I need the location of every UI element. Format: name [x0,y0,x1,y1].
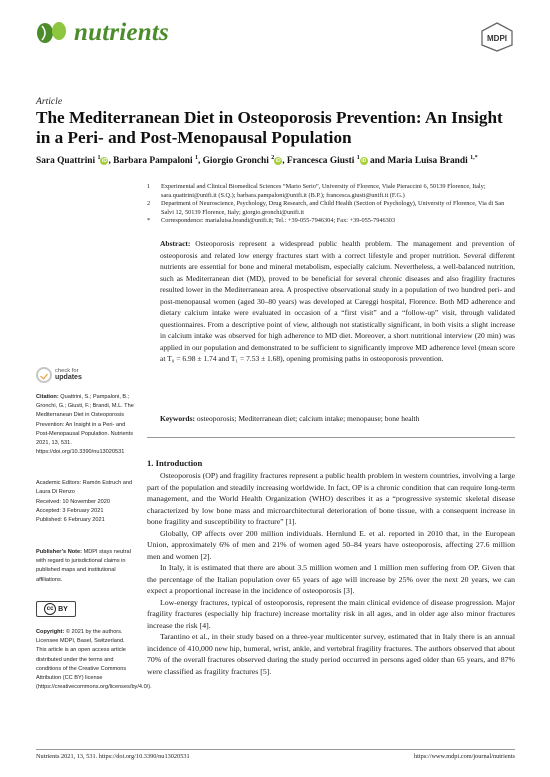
paragraph: Low-energy fractures, typical of osteoporosis, represent the main clinical evidence of disease progression. Major fragility fractures (especially hip fracture) increase mortality risk in all ages, and in older age also minor fractures increase the risk [4]. [147,597,515,630]
paragraph: Tarantino et al., in their study based on a three-year multicenter survey, estimated that in Italy there is an annual incidence of 410,000 new hip, humeral, wrist, ankle, and vertebral fragility fractures. The authors observed that about 70% of the overall fractures observed during the study period occurred in persons aged older than 65 years, and 87% were classified as fragility fractures [5]. [147,632,515,676]
author-affil: 1 [356,155,360,161]
copyright: Copyright: © 2021 by the authors. Licensee MDPI, Basel, Switzerland. This article is an open access article distributed under the terms and conditions of the Creative Commons Attribution (CC BY) license (https://creativecommons.org/licenses/by/4.0/). [36,629,152,691]
keywords-label: Keywords: [160,414,195,423]
paragraph: In Italy, it is estimated that there are about 3.5 million women and 1 million men suffering from OP. Given that the percentage of the Italian population over 65 years of age will increase by 25% over the next 20 years, we can expect a proportional increase in the incidence of osteoporosis [3]. [147,563,515,595]
section-heading: 1. Introduction [147,458,203,468]
check-for-updates-button[interactable]: check for updates [36,364,106,386]
correspondence: * Correspondence: marialuisa.brandi@unifi.it; Tel.: +39-055-7946304; Fax: +39-055-7946303 [147,217,396,225]
published-date: Published: 6 February 2021 [36,517,105,524]
abstract-text: Osteoporosis represent a widespread public health problem. The management and prevention of osteoporosis and related low energy fractures start with a correct lifestyle and proper nutrition. Several different nutrients are essential for bone and mineral metabolism, especially calcium. Nevertheless, a well-balanced nutrition, such as Mediterranean diet (MD), proved to be beneficial for several chronic diseases and also fragility fractures resulted lower in the Mediterranean area. A prospective observational study in a population of two hundred peri- and post-menopausal women (aged 30–80 years) was developed at Careggi hospital, Florence. Both MD adherence and dietary calcium intake were evaluated in occasion of a “first visit” and a “follow-up” visit, through validated questionnaires. From a descriptive point of view, although not statistically significant, in both visits a slight increase in calcium intake was observed for high adherence to MD diet. Moreover, a short nutritional interview (20 min) was applied in our population and demonstrated to be sufficient to significantly improve MD adherence level (mean score at T₀ = 6.98 ± 1.74 and T₁ = 7.53 ± 1.68), opening promising paths in osteoporosis prevention. [160,239,515,363]
dates [36,498,134,526]
abstract [160,238,515,365]
keywords-text: osteoporosis; Mediterranean diet; calcium intake; menopause; bone health [196,414,420,423]
orcid-icon[interactable]: iD [275,158,281,165]
publisher-note: Publisher’s Note: MDPI stays neutral with regard to jurisdictional claims in published maps and institutional affiliations. [36,549,131,583]
author-list: Sara Quattrini $^1$iD , Barbara Pampaloni $^1$, Giorgio Gronchi $^2$iD , Francesca Giusti $^1$iD and Maria Luisa Brandi $^{1,*}$ [36,155,478,167]
journal-name: nutrients [74,19,169,46]
orcid-icon[interactable]: iD [101,158,107,165]
author-affil: 1 [97,155,101,161]
accepted-date: Accepted: 3 February 2021 [36,508,104,515]
journal-logo-icon [36,20,70,46]
cc-by-license-icon[interactable]: cc BY [36,601,76,617]
author-name[interactable]: Maria Luisa Brandi [387,156,468,167]
check-for-updates-icon [36,367,52,383]
author-affil: 1 [194,155,198,161]
body-text [147,470,515,677]
author-name[interactable]: Francesca Giusti [286,156,355,167]
footer-divider [36,749,515,750]
article-type: Article [36,96,63,107]
footer-journal-link[interactable]: https://www.mdpi.com/journal/nutrients [413,753,515,760]
paragraph: Osteoporosis (OP) and fragility fractures represent a public health problem in western countries, involving a large part of the population and steadily increasing worldwide. In fact, OP is a chronic condition that can require long-term management, and the World Health Organization (WHO) describes it as a “progressive systemic skeletal disease characterized by low bone mass and microarchitectural deterioration of bone tissue, with a consequent increase in bone fragility and susceptibility to fracture” [1]. [147,471,515,526]
citation: Citation: Quattrini, S.; Pampaloni, B.; Gronchi, G.; Giusti, F.; Brandi, M.L. The Mediterranean Diet in Osteoporosis Prevention: An Insight in a Peri- and Post-Menopausal Population. Nutrients 2021, 13, 531. https://doi.org/10.3390/nu13020531 [36,394,134,456]
academic-editors: Academic Editors: Ramón Estruch and Laura Di Renzo [36,480,133,496]
abstract-label: Abstract: [160,239,191,248]
author-name[interactable]: Sara Quattrini [36,156,96,167]
received-date: Received: 10 November 2020 [36,499,111,505]
author-name[interactable]: Barbara Pampaloni [113,156,193,167]
journal-logo [36,18,169,48]
orcid-icon[interactable]: iD [361,158,367,165]
author-affil: 2 [271,155,275,161]
author-affil: 1,* [470,155,478,161]
author-name[interactable]: Giorgio Gronchi [202,156,269,167]
paragraph: Globally, OP affects over 200 million individuals. Hernlund E. et al. reported in 2010 that, in the European Union, approximately 6% of men and 21% of women aged 50–84 years have osteoporosis, affecting 27.6 million men and women [2]. [147,528,515,561]
divider [147,437,515,438]
mdpi-logo-icon [480,22,514,52]
affiliation-item: 2 Department of Neuroscience, Psychology, Drug Research, and Child Health (Section of Psychology), University of Florence, Via di San Salvi 12, 50139 Florence, Italy; giorgio.gronchi@unifi.it [147,200,505,216]
svg-text:MDPI: MDPI [487,34,507,43]
keywords [160,413,515,424]
affiliation-item: 1 Experimental and Clinical Biomedical Sciences “Mario Serio”, University of Florence, Viale Pieraccini 6, 50139 Florence, Italy; sara.quattrini@unifi.it (S.Q.); barbara.pampaloni@unifi.it (B.P.); francesca.giusti@unifi.it (F.G.) [147,183,486,199]
footer-citation[interactable]: Nutrients 2021, 13, 531. https://doi.org/10.3390/nu13020531 [36,753,190,760]
affiliations [147,183,513,226]
page-title: The Mediterranean Diet in Osteoporosis Prevention: An Insight in a Peri- and Post-Menopausal Population [36,108,503,147]
